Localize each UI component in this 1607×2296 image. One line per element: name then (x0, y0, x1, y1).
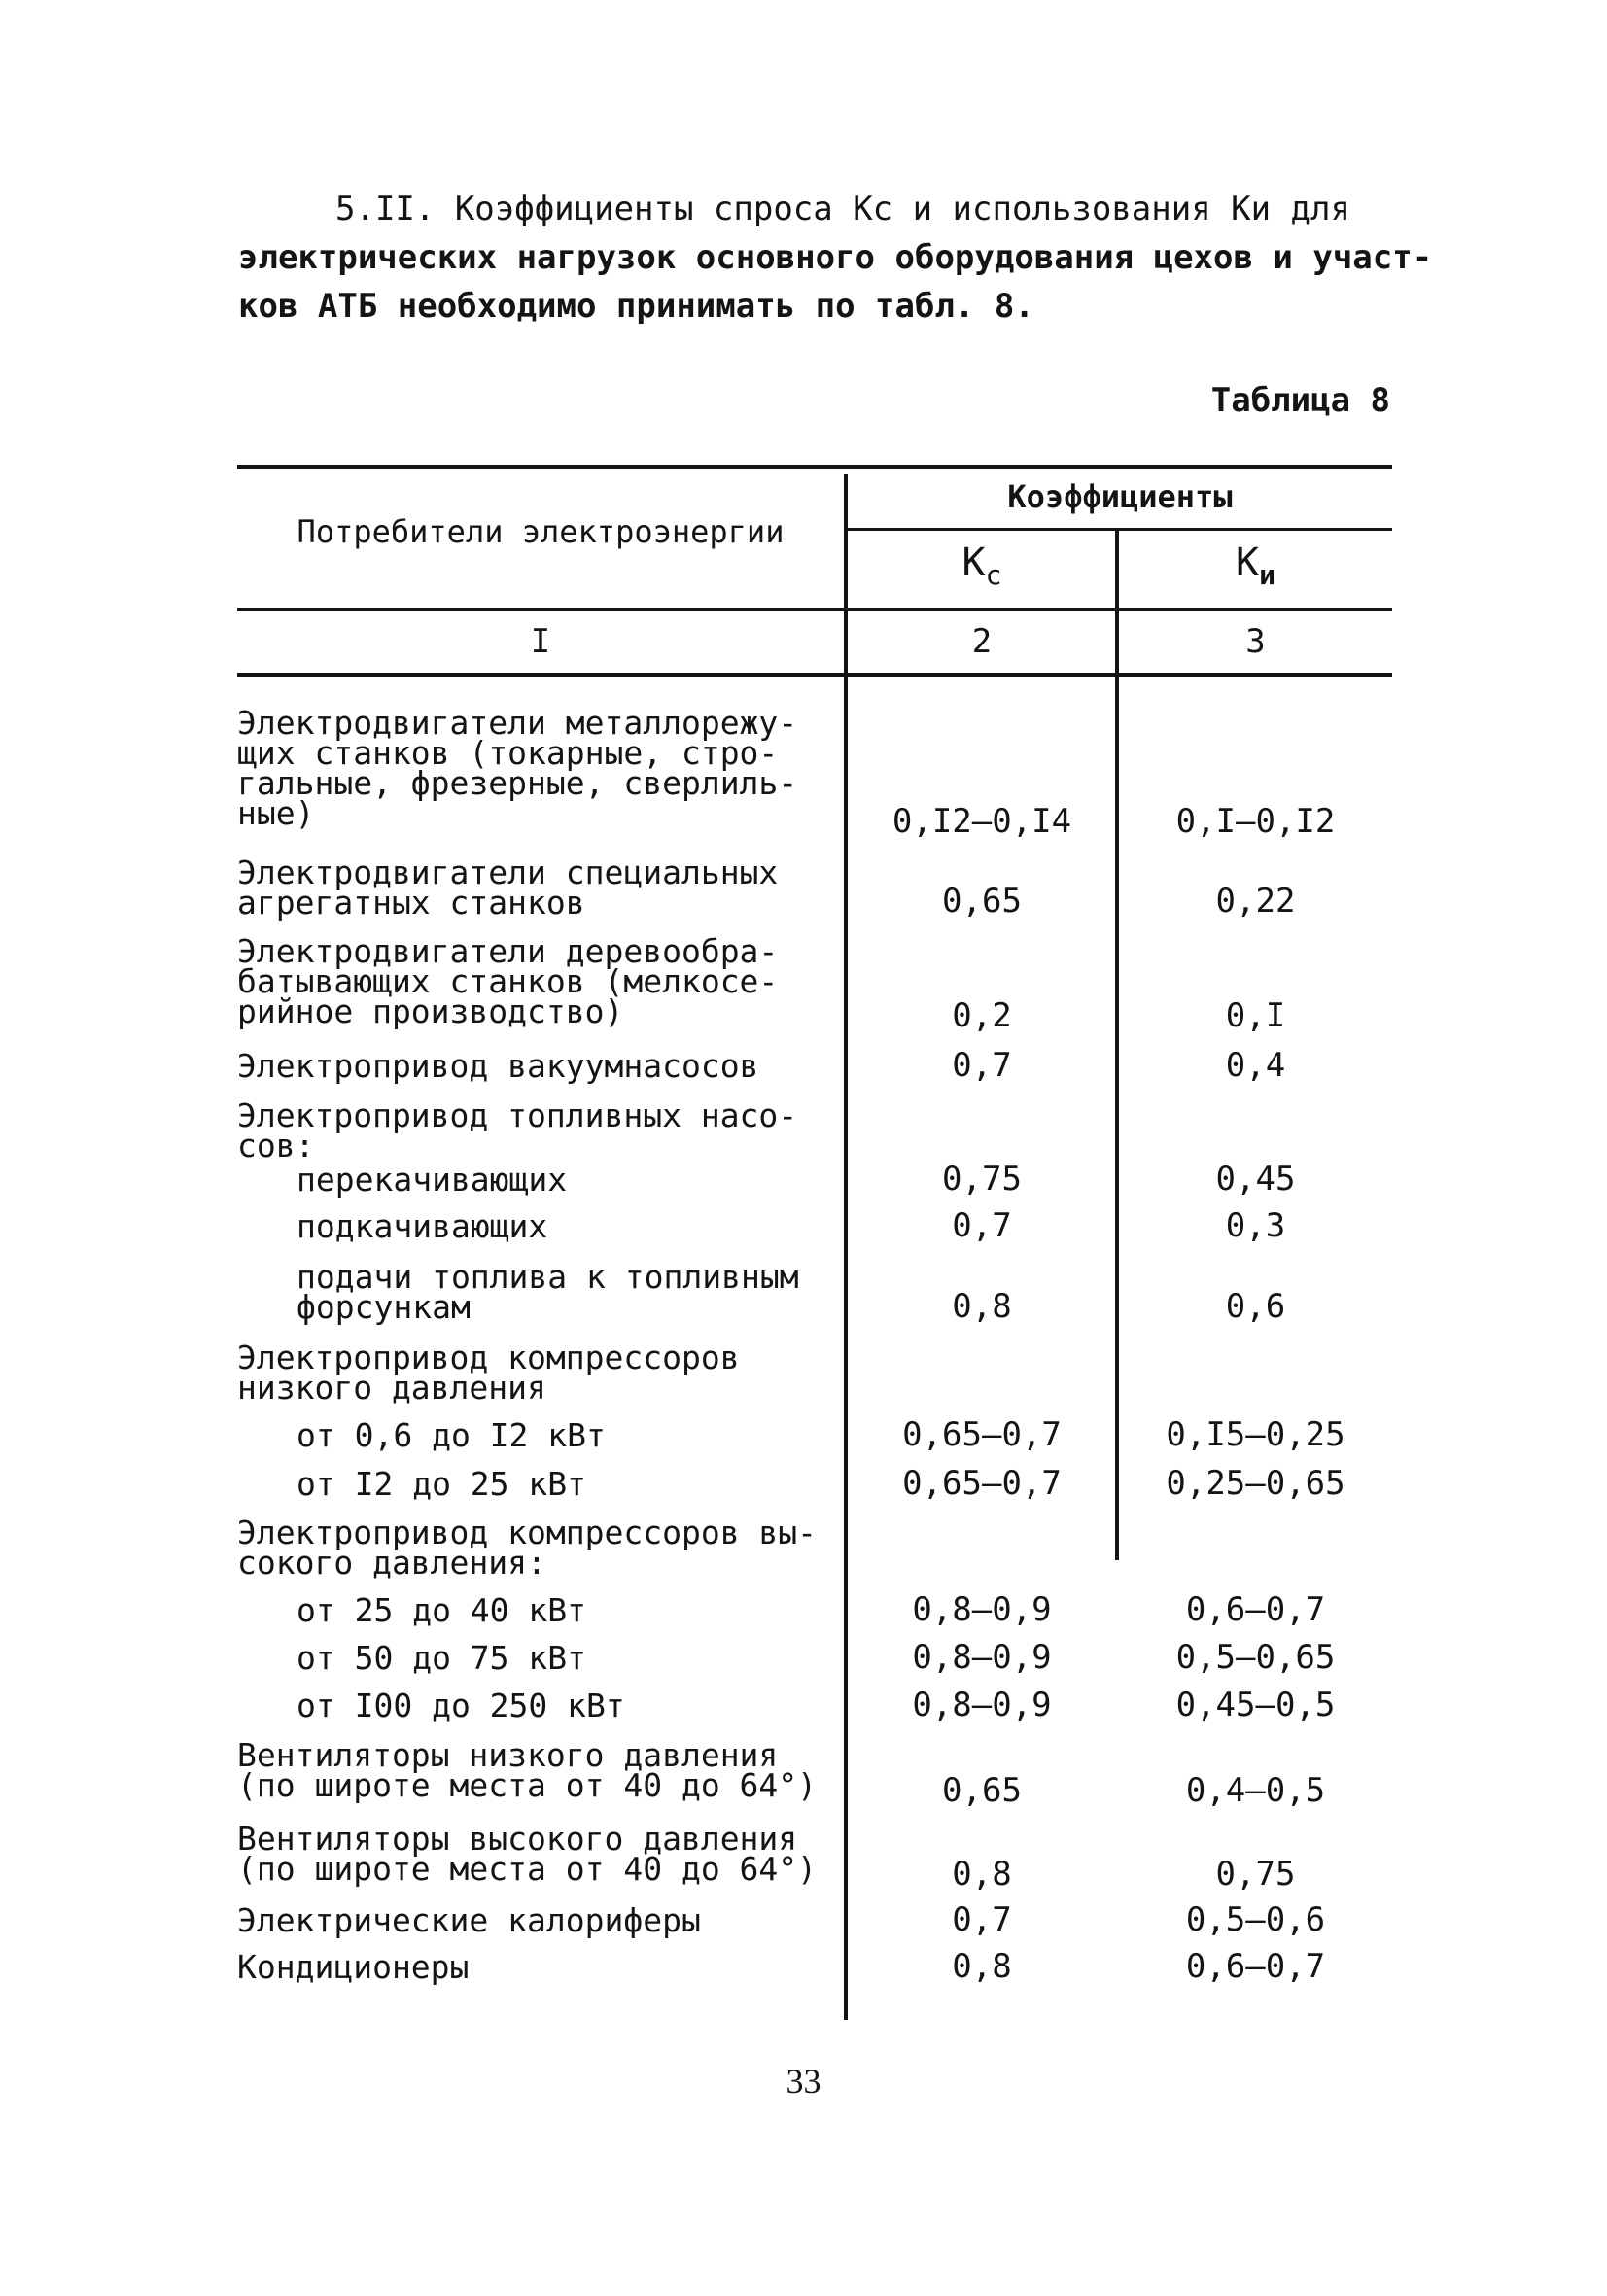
row-line: форсункам (297, 1288, 471, 1326)
row-line: батывающих станков (мелкосе- (237, 962, 779, 1000)
table-row-kc: 0,8–0,9 (912, 1590, 1052, 1629)
row-line: Электродвигатели специальных (237, 853, 779, 891)
table-row-ki: 0,6 (1225, 1287, 1286, 1326)
table-row-kc: 0,7 (952, 1206, 1012, 1245)
table-caption: Таблица 8 (1210, 381, 1390, 420)
table-row-kc: 0,8 (952, 1855, 1012, 1894)
header-ki-sub: и (1259, 559, 1275, 591)
header-kc-sub: с (985, 559, 1002, 591)
table-row-ki: 0,22 (1215, 882, 1296, 921)
row-line: (по широте места от 40 до 64°) (237, 1850, 818, 1888)
table-row-consumer (297, 1207, 899, 1245)
column-number-1: I (530, 622, 551, 661)
row-line: сокого давления: (237, 1544, 546, 1582)
row-line: от 25 до 40 кВт (297, 1591, 587, 1629)
table-top-rule (237, 465, 1392, 469)
row-line: Кондиционеры (237, 1948, 470, 1986)
row-line: от 0,6 до I2 кВт (297, 1416, 606, 1454)
page-number: 33 (786, 2062, 821, 2101)
table-row-ki: 0,I (1225, 996, 1286, 1035)
table-row-consumer (237, 1736, 840, 1804)
header-coefficients: Коэффициенты (1007, 478, 1233, 515)
table-row-ki: 0,6–0,7 (1185, 1590, 1326, 1629)
table-row-kc: 0,65 (942, 882, 1022, 921)
table-row-kc: 0,8–0,9 (912, 1686, 1052, 1724)
row-line: Электропривод вакуумнасосов (237, 1047, 759, 1085)
header-ki-letter: К (1236, 540, 1260, 585)
row-line: Электродвигатели металлорежу- (237, 704, 798, 742)
row-line: рийное производство) (237, 992, 624, 1030)
row-line: щих станков (токарные, стро- (237, 734, 779, 772)
table-row-ki: 0,5–0,6 (1185, 1900, 1326, 1939)
table-row-kc: 0,I2–0,I4 (891, 802, 1072, 841)
row-line: перекачивающих (297, 1161, 568, 1199)
table-row-ki: 0,5–0,65 (1175, 1638, 1336, 1677)
row-line: Вентиляторы низкого давления (237, 1736, 779, 1774)
column-number-2: 2 (971, 622, 993, 661)
column-number-3: 3 (1245, 622, 1266, 661)
table-row-consumer (297, 1639, 899, 1677)
table-row-ki: 0,75 (1215, 1855, 1296, 1894)
table-row-kc: 0,8 (952, 1947, 1012, 1986)
table-row-ki: 0,4–0,5 (1185, 1771, 1326, 1810)
table-row-kc: 0,65 (942, 1771, 1022, 1810)
row-line: Электропривод компрессоров вы- (237, 1513, 818, 1551)
table-row-consumer (297, 1416, 899, 1454)
table-row-ki: 0,I5–0,25 (1166, 1415, 1345, 1454)
header-ki (1119, 540, 1392, 591)
table-row-consumer (237, 1047, 840, 1085)
row-line: Электрические калориферы (237, 1901, 701, 1939)
table-row-ki: 0,45–0,5 (1175, 1686, 1336, 1724)
row-line: агрегатных станков (237, 884, 585, 922)
row-line: подачи топлива к топливным (297, 1258, 799, 1296)
row-line: Электродвигатели деревообра- (237, 932, 779, 970)
table-row-consumer (237, 932, 840, 1030)
table-row-consumer (297, 1687, 899, 1724)
table-row-consumer (237, 1901, 840, 1939)
row-line: Электропривод компрессоров (237, 1339, 740, 1376)
row-line: от I00 до 250 кВт (297, 1687, 625, 1724)
table-row-kc: 0,2 (952, 996, 1012, 1035)
coefficients-rule (846, 528, 1392, 531)
table-row-kc: 0,75 (942, 1160, 1022, 1199)
row-line: гальные, фрезерные, сверлиль- (237, 764, 798, 802)
row-line: от 50 до 75 кВт (297, 1639, 587, 1677)
header-kc-letter: К (961, 540, 986, 585)
header-bottom-rule (237, 608, 1392, 611)
table-row-consumer (297, 1465, 899, 1503)
table-row-kc: 0,8 (952, 1287, 1012, 1326)
row-line: ные) (237, 794, 315, 832)
table-row-kc: 0,8–0,9 (912, 1638, 1052, 1677)
table-row-kc: 0,65–0,7 (902, 1464, 1062, 1503)
table-row-consumer (237, 1820, 840, 1888)
row-line: сов: (237, 1127, 315, 1165)
table-row-ki: 0,6–0,7 (1185, 1947, 1326, 1986)
table-row-consumer (297, 1258, 899, 1326)
header-kc (848, 540, 1116, 591)
intro-line-2: электрических нагрузок основного оборудования цехов и участ- (238, 238, 1433, 277)
table-row-consumer (237, 1513, 840, 1582)
table-row-consumer (237, 1096, 840, 1165)
row-line: Электропривод топливных насо- (237, 1096, 798, 1134)
row-line: (по широте места от 40 до 64°) (237, 1766, 818, 1804)
table-row-consumer (237, 1948, 840, 1986)
table-row-ki: 0,45 (1215, 1160, 1296, 1199)
row-line: низкого давления (237, 1369, 546, 1407)
table-row-ki: 0,3 (1225, 1206, 1286, 1245)
header-consumers: Потребители электроэнергии (297, 513, 785, 550)
row-line: подкачивающих (297, 1207, 548, 1245)
column-divider-2 (1115, 530, 1119, 1560)
table-row-ki: 0,25–0,65 (1166, 1464, 1345, 1503)
intro-line-1: 5.II. Коэффициенты спроса Кс и использования Ки для (335, 190, 1350, 228)
row-line: от I2 до 25 кВт (297, 1465, 587, 1503)
table-row-kc: 0,7 (952, 1900, 1012, 1939)
table-row-kc: 0,7 (952, 1046, 1012, 1085)
table-row-consumer (297, 1591, 899, 1629)
table-row-consumer (237, 704, 840, 832)
row-line: Вентиляторы высокого давления (237, 1820, 798, 1858)
table-row-consumer (237, 853, 840, 922)
table-row-consumer (237, 1339, 840, 1407)
intro-paragraph (238, 185, 1434, 330)
table-row-ki: 0,I–0,I2 (1175, 802, 1336, 841)
table-row-ki: 0,4 (1225, 1046, 1286, 1085)
table-row-consumer (297, 1161, 899, 1199)
numbering-bottom-rule (237, 673, 1392, 677)
table-row-kc: 0,65–0,7 (902, 1415, 1062, 1454)
intro-line-3: ков АТБ необходимо принимать по табл. 8. (238, 287, 1034, 326)
